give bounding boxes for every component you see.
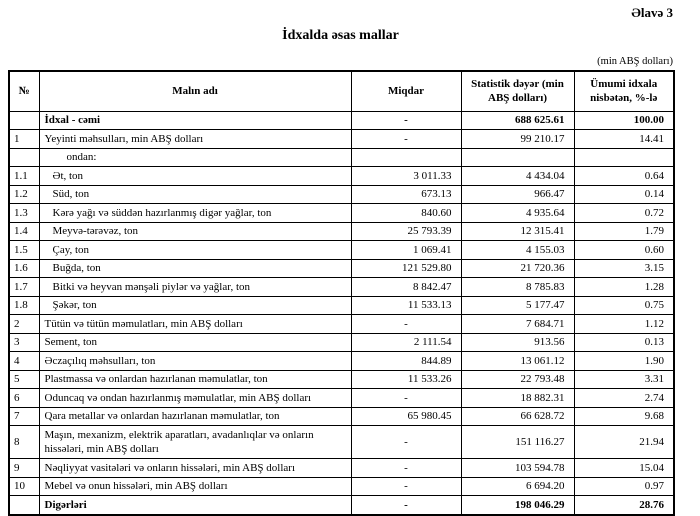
cell-no: 1.7 [9, 278, 39, 297]
cell-share: 0.13 [574, 333, 674, 352]
cell-name: Nəqliyyat vasitələri və onların hissələri, min ABŞ dolları [39, 459, 351, 478]
cell-name: Bitki və heyvan mənşəli piylər və yağlar, ton [39, 278, 351, 297]
cell-qty: 11 533.13 [351, 296, 461, 315]
cell-value: 966.47 [461, 185, 574, 204]
unit-note: (min ABŞ dolları) [597, 56, 673, 67]
cell-value: 6 694.20 [461, 477, 574, 496]
cell-qty: - [351, 389, 461, 408]
page-title: İdxalda əsas mallar [282, 28, 399, 43]
cell-value: 4 155.03 [461, 241, 574, 260]
col-header-no: № [9, 71, 39, 111]
cell-no: 7 [9, 407, 39, 426]
cell-no: 1.4 [9, 222, 39, 241]
cell-name: Şəkər, ton [39, 296, 351, 315]
table-row-subheader [9, 148, 674, 167]
table-row [9, 315, 674, 334]
cell-qty: 8 842.47 [351, 278, 461, 297]
cell-qty: 121 529.80 [351, 259, 461, 278]
cell-qty: - [351, 130, 461, 149]
cell-share: 15.04 [574, 459, 674, 478]
cell-share: 9.68 [574, 407, 674, 426]
cell-no: 9 [9, 459, 39, 478]
cell-name: Meyvə-tərəvəz, ton [39, 222, 351, 241]
cell-no [9, 148, 39, 167]
cell-share: 1.79 [574, 222, 674, 241]
cell-share: 28.76 [574, 496, 674, 515]
cell-qty: 3 011.33 [351, 167, 461, 186]
cell-share [574, 148, 674, 167]
table-row [9, 278, 674, 297]
cell-name: Süd, ton [39, 185, 351, 204]
cell-no: 1.8 [9, 296, 39, 315]
table-row [9, 130, 674, 149]
cell-share: 0.60 [574, 241, 674, 260]
cell-name: Yeyinti məhsulları, min ABŞ dolları [39, 130, 351, 149]
cell-name: Kərə yağı və süddən hazırlanmış digər yağlar, ton [39, 204, 351, 223]
cell-value: 8 785.83 [461, 278, 574, 297]
cell-no: 1 [9, 130, 39, 149]
col-header-quantity: Miqdar [351, 71, 461, 111]
cell-share: 1.28 [574, 278, 674, 297]
cell-qty: 844.89 [351, 352, 461, 371]
cell-no: 1.3 [9, 204, 39, 223]
cell-share: 21.94 [574, 426, 674, 459]
cell-no: 8 [9, 426, 39, 459]
cell-qty: 1 069.41 [351, 241, 461, 260]
table-row [9, 352, 674, 371]
cell-qty: 673.13 [351, 185, 461, 204]
cell-value: 4 935.64 [461, 204, 574, 223]
cell-share: 1.12 [574, 315, 674, 334]
cell-qty: 2 111.54 [351, 333, 461, 352]
table-row [9, 477, 674, 496]
cell-no: 2 [9, 315, 39, 334]
cell-name: Plastmassa və onlardan hazırlanan məmulatlar, ton [39, 370, 351, 389]
cell-value: 151 116.27 [461, 426, 574, 459]
cell-no: 3 [9, 333, 39, 352]
cell-qty: 11 533.26 [351, 370, 461, 389]
cell-value: 198 046.29 [461, 496, 574, 515]
imports-table [8, 70, 675, 516]
cell-name: Tütün və tütün məmulatları, min ABŞ dolları [39, 315, 351, 334]
table-row [9, 241, 674, 260]
cell-name: Qara metallar və onlardan hazırlanan məmulatlar, ton [39, 407, 351, 426]
cell-qty: - [351, 477, 461, 496]
cell-no: 6 [9, 389, 39, 408]
cell-share: 0.75 [574, 296, 674, 315]
table-body [9, 111, 674, 515]
table-row [9, 407, 674, 426]
cell-value: 103 594.78 [461, 459, 574, 478]
cell-value: 7 684.71 [461, 315, 574, 334]
table-row [9, 204, 674, 223]
cell-no [9, 111, 39, 130]
col-header-value: Statistik dəyər (min ABŞ dolları) [461, 71, 574, 111]
cell-qty: 25 793.39 [351, 222, 461, 241]
header-row [9, 71, 674, 111]
table-row-total [9, 496, 674, 515]
cell-value: 13 061.12 [461, 352, 574, 371]
cell-value: 21 720.36 [461, 259, 574, 278]
cell-qty: - [351, 111, 461, 130]
table-row [9, 167, 674, 186]
cell-name: ondan: [39, 148, 351, 167]
cell-no: 1.6 [9, 259, 39, 278]
cell-name: Buğda, ton [39, 259, 351, 278]
cell-name: Digərləri [39, 496, 351, 515]
cell-share: 3.31 [574, 370, 674, 389]
table-row [9, 370, 674, 389]
cell-value: 5 177.47 [461, 296, 574, 315]
cell-value: 12 315.41 [461, 222, 574, 241]
col-header-share: Ümumi idxala nisbətən, %-lə [574, 71, 674, 111]
cell-share: 0.64 [574, 167, 674, 186]
table-row [9, 333, 674, 352]
cell-no: 4 [9, 352, 39, 371]
cell-no: 1.5 [9, 241, 39, 260]
cell-name: Əczaçılıq məhsulları, ton [39, 352, 351, 371]
cell-name: Çay, ton [39, 241, 351, 260]
cell-share: 0.14 [574, 185, 674, 204]
cell-qty: 840.60 [351, 204, 461, 223]
cell-name: Maşın, mexanizm, elektrik aparatları, avadanlıqlar və onların hissələri, min ABŞ dolları [39, 426, 351, 459]
cell-share: 0.97 [574, 477, 674, 496]
cell-qty: - [351, 496, 461, 515]
cell-value [461, 148, 574, 167]
table-row [9, 222, 674, 241]
table-row [9, 185, 674, 204]
table-row-total [9, 111, 674, 130]
cell-share: 3.15 [574, 259, 674, 278]
table-row [9, 426, 674, 459]
cell-share: 2.74 [574, 389, 674, 408]
cell-qty: 65 980.45 [351, 407, 461, 426]
cell-value: 913.56 [461, 333, 574, 352]
cell-value: 4 434.04 [461, 167, 574, 186]
cell-no [9, 496, 39, 515]
cell-name: Sement, ton [39, 333, 351, 352]
col-header-name: Malın adı [39, 71, 351, 111]
cell-share: 0.72 [574, 204, 674, 223]
cell-no: 1.2 [9, 185, 39, 204]
table-row [9, 259, 674, 278]
cell-share: 100.00 [574, 111, 674, 130]
cell-value: 66 628.72 [461, 407, 574, 426]
cell-qty [351, 148, 461, 167]
cell-no: 10 [9, 477, 39, 496]
cell-name: Mebel və onun hissələri, min ABŞ dolları [39, 477, 351, 496]
cell-value: 22 793.48 [461, 370, 574, 389]
cell-share: 1.90 [574, 352, 674, 371]
cell-value: 18 882.31 [461, 389, 574, 408]
cell-name: Ət, ton [39, 167, 351, 186]
cell-name: Oduncaq və ondan hazırlanmış məmulatlar, min ABŞ dolları [39, 389, 351, 408]
cell-qty: - [351, 459, 461, 478]
cell-no: 1.1 [9, 167, 39, 186]
annex-label: Əlavə 3 [631, 5, 673, 20]
table-row [9, 389, 674, 408]
table-row [9, 459, 674, 478]
cell-no: 5 [9, 370, 39, 389]
cell-share: 14.41 [574, 130, 674, 149]
cell-name: İdxal - cəmi [39, 111, 351, 130]
cell-qty: - [351, 426, 461, 459]
table-row [9, 296, 674, 315]
cell-value: 688 625.61 [461, 111, 574, 130]
cell-qty: - [351, 315, 461, 334]
cell-value: 99 210.17 [461, 130, 574, 149]
